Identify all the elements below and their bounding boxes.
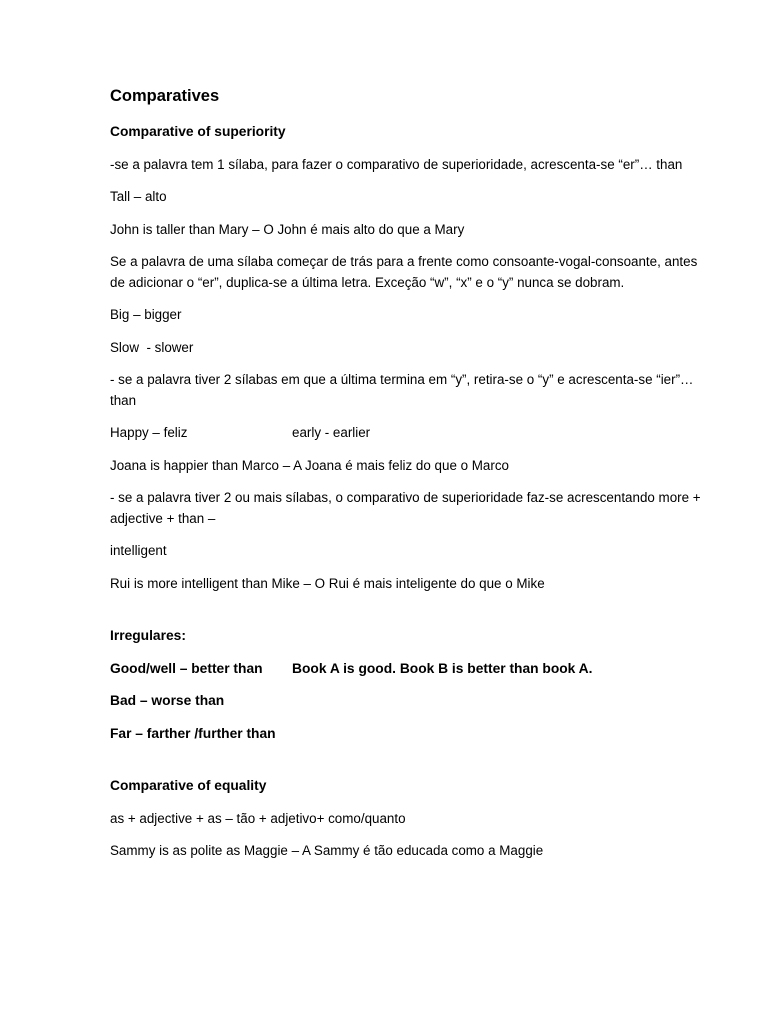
example-intelligent: intelligent xyxy=(110,543,167,558)
example-early: early - earlier xyxy=(292,425,371,440)
example-big: Big – bigger xyxy=(110,307,182,322)
example-happy: Happy – feliz xyxy=(110,425,188,440)
superiority-heading: Comparative of superiority xyxy=(110,124,286,139)
irregular-good: Good/well – better than xyxy=(110,660,263,676)
spacer xyxy=(110,606,710,626)
superiority-rule-2: Se a palavra de uma sílaba começar de trás para a frente como consoante-vogal-consoante, antes de adicionar o “er”, duplica-se a última letra. Exceção “w”, “x” e o “y” nunca se dobram. xyxy=(110,254,698,290)
example-tall: Tall – alto xyxy=(110,189,167,204)
document-page xyxy=(110,84,710,874)
equality-heading: Comparative of equality xyxy=(110,778,267,793)
example-rui: Rui is more intelligent than Mike – O Rui é mais inteligente do que o Mike xyxy=(110,575,545,591)
example-joana: Joana is happier than Marco – A Joana é mais feliz do que o Marco xyxy=(110,457,509,473)
spacer xyxy=(110,756,710,776)
irregular-far: Far – farther /further than xyxy=(110,725,276,741)
page-title: Comparatives xyxy=(110,87,220,105)
equality-example: Sammy is as polite as Maggie – A Sammy é tão educada como a Maggie xyxy=(110,843,544,858)
irregular-good-example: Book A is good. Book B is better than book A. xyxy=(292,660,593,676)
superiority-rule-1: -se a palavra tem 1 sílaba, para fazer o comparativo de superioridade, acrescenta-se “er”… than xyxy=(110,156,683,172)
irregular-good-row xyxy=(110,659,710,680)
superiority-rule-3: - se a palavra tiver 2 sílabas em que a última termina em “y”, retira-se o “y” e acrescenta-se “ier”…than xyxy=(110,372,694,408)
irregular-bad: Bad – worse than xyxy=(110,693,225,708)
equality-rule: as + adjective + as – tão + adjetivo+ como/quanto xyxy=(110,810,406,826)
example-slow: Slow - slower xyxy=(110,339,194,355)
superiority-rule-4: - se a palavra tiver 2 ou mais sílabas, o comparativo de superioridade faz-se acrescentando more + adjective + than – xyxy=(110,490,701,526)
example-happy-row xyxy=(110,423,710,444)
irregular-heading: Irregulares: xyxy=(110,628,186,643)
example-john: John is taller than Mary – O John é mais alto do que a Mary xyxy=(110,221,465,237)
